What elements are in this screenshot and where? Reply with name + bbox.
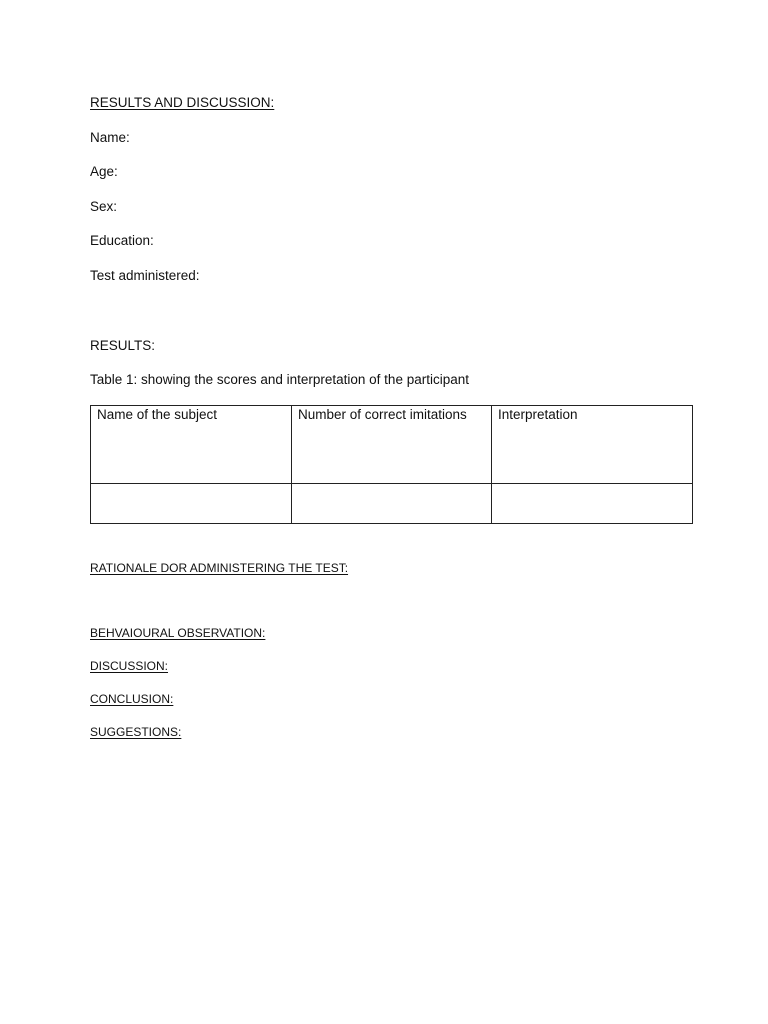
table-header-row bbox=[91, 406, 693, 484]
header-cell-correct-imitations: Number of correct imitations bbox=[292, 406, 492, 484]
table-cell bbox=[91, 484, 292, 524]
table-row bbox=[91, 484, 693, 524]
results-label: RESULTS: bbox=[90, 338, 156, 353]
scores-table bbox=[90, 405, 693, 524]
test-administered-label: Test administered: bbox=[90, 268, 200, 283]
name-field-label: Name: bbox=[90, 130, 130, 145]
education-field-label: Education: bbox=[90, 233, 154, 248]
discussion-heading: DISCUSSION: bbox=[90, 659, 169, 673]
age-field-label: Age: bbox=[90, 164, 118, 179]
rationale-heading: RATIONALE DOR ADMINISTERING THE TEST: bbox=[90, 561, 349, 575]
suggestions-heading: SUGGESTIONS: bbox=[90, 725, 182, 739]
header-cell-interpretation: Interpretation bbox=[492, 406, 693, 484]
table-cell bbox=[292, 484, 492, 524]
behavioural-observation-heading: BEHVAIOURAL OBSERVATION: bbox=[90, 626, 266, 640]
results-discussion-heading: RESULTS AND DISCUSSION: bbox=[90, 95, 275, 110]
conclusion-heading: CONCLUSION: bbox=[90, 692, 174, 706]
header-cell-subject: Name of the subject bbox=[91, 406, 292, 484]
table-cell bbox=[492, 484, 693, 524]
sex-field-label: Sex: bbox=[90, 199, 118, 214]
table-caption: Table 1: showing the scores and interpretation of the participant bbox=[90, 372, 469, 387]
